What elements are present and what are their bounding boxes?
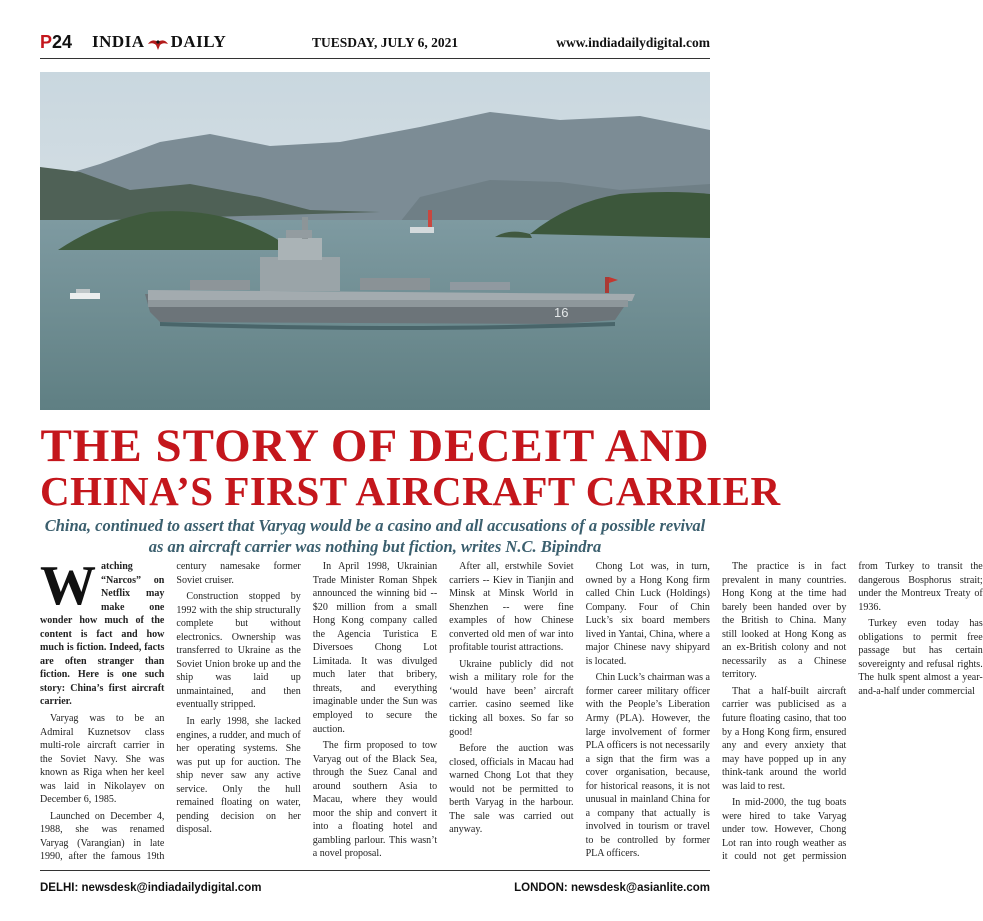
logo-right: DAILY xyxy=(170,32,227,51)
footer xyxy=(40,882,710,898)
london-contact[interactable]: LONDON: newsdesk@asianlite.com xyxy=(514,882,710,894)
hull-number: 16 xyxy=(554,305,569,320)
emblem-icon xyxy=(147,36,169,50)
newspaper-logo xyxy=(92,32,226,52)
paragraph: In April 1998, Ukrainian Trade Minister Roman Shpek announced the winning bid -- $20 million from a small Hong Kong company called the Agencia Turistica E Diversoes Chong Lot Limitada. It was divulged much later that bribery, threats, and everything imaginable under the Sun was employed to secure the auction. xyxy=(312,561,438,735)
paragraph: Chong Lot was, in turn, owned by a Hong Kong firm called Chin Luck (Holdings) Company. Four of Chin Luck’s six board members lived in Yantai, China, where a major Chinese navy shipyard is located. xyxy=(585,561,710,667)
masthead xyxy=(40,30,710,56)
page-number-value: 24 xyxy=(52,32,73,52)
article-body xyxy=(40,555,983,865)
website-link[interactable]: www.indiadailydigital.com xyxy=(556,35,710,50)
paragraph: In early 1998, she lacked engines, a rudder, and much of her operating systems. She was put up for auction. The ship never saw any active service. Only the hull remained floating on water, pending decision on her disposal. xyxy=(176,716,301,836)
paragraph: After all, erstwhile Soviet carriers -- Kiev in Tianjin and Minsk at Minsk World in Shenzhen -- were fine examples of how Chinese converted old men of war into profitable tourist attractions. xyxy=(449,561,574,654)
delhi-contact[interactable]: DELHI: newsdesk@indiadailydigital.com xyxy=(40,882,262,894)
issue-date: TUESDAY, JULY 6, 2021 xyxy=(312,35,459,50)
logo-left: INDIA xyxy=(92,32,145,51)
page-prefix: P xyxy=(40,32,53,52)
headline-line-2: CHINA’S FIRST AIRCRAFT CARRIER xyxy=(40,468,781,514)
paragraph: That a half-built aircraft carrier was publicised as a future floating casino, that too by a Hong Kong firm, ensured any and every anxiety that may have popped up in any think-tank around the world was laid to rest. xyxy=(721,685,847,792)
headline-line-1: THE STORY OF DECEIT AND xyxy=(40,420,710,472)
masthead-rule xyxy=(40,58,710,59)
standfirst: China, continued to assert that Varyag would be a casino and all accusations of a possible revival as an aircraft carrier was nothing but fiction, writes N.C. Bipindra xyxy=(44,516,706,556)
paragraph: Construction stopped by 1992 with the ship structurally complete but without electronics. Ownership was transferred to Ukraine as the Soviet Union broke up and the ship was laid up unmaintained, and then eventually stripped. xyxy=(176,591,301,711)
lead-paragraph xyxy=(40,555,165,709)
page-number xyxy=(40,32,72,53)
paragraph: Launched on December 4, 1988, she was renamed Varyag (Varangian) in late 1990, after the famous 19th century namesake former Soviet cruiser. xyxy=(40,561,301,863)
drop-cap: W xyxy=(40,555,96,617)
paragraph: Chin Luck’s chairman was a former career military officer with the People’s Liberation Army (PLA). However, the large involvement of former PLA officers is not necessarily a sign that the firm was a cover organisation, because, for historical reasons, it is not unusual in mainland China for a company that actually is involved in tourism or travel to be controlled by former PLA officers. xyxy=(585,672,710,860)
paragraph: Varyag was to be an Admiral Kuznetsov class multi-role aircraft carrier in the Soviet Navy. She was known as Riga when her keel was laid in Nikolayev on December 6, 1985. xyxy=(40,713,165,806)
paragraph: Before the auction was closed, officials in Macau had warned Chong Lot that they would not be permitted to berth Varyag in the harbour. The sale was carried out anyway. xyxy=(449,743,574,836)
paragraph: The firm proposed to tow Varyag out of the Black Sea, through the Suez Canal and around southern Asia to Macau, where they would moor the ship and convert it into a floating hotel and gambling parlour. This wasn’t a novel proposal. xyxy=(312,740,438,860)
aircraft-carrier-photo xyxy=(40,72,710,410)
paragraph: Ukraine publicly did not wish a military role for the ‘would have been’ aircraft carrier. casino seemed like ticking all boxes. So far so good! xyxy=(449,658,574,738)
paragraph: The practice is in fact prevalent in many countries. Hong Kong at the time had barely been handed over by the British to China. Many still looked at Hong Kong as an ex-British colony and not necessarily as a Chinese territory. xyxy=(721,561,847,681)
paragraph: Turkey even today has obligations to permit free passage but has certain sovereignty and refusal rights. The hulk spent almost a year-and-a-half under commercial xyxy=(858,618,983,697)
footer-rule xyxy=(40,870,710,871)
lead-text: atching “Narcos” on Netflix may make one wonder how much of the content is fact and how much is fiction. Indeed, facts are often stranger than fiction. Here is one such story: China’s first aircraft carrier. xyxy=(40,561,165,708)
paragraph: In mid-2000, the tug boats were hired to take Varyag under tow. However, Chong Lot ran into rough weather as it could not get permission from Turkey to transit the dangerous Bosphorus strait; under the Montreux Treaty of 1936. xyxy=(721,561,983,863)
